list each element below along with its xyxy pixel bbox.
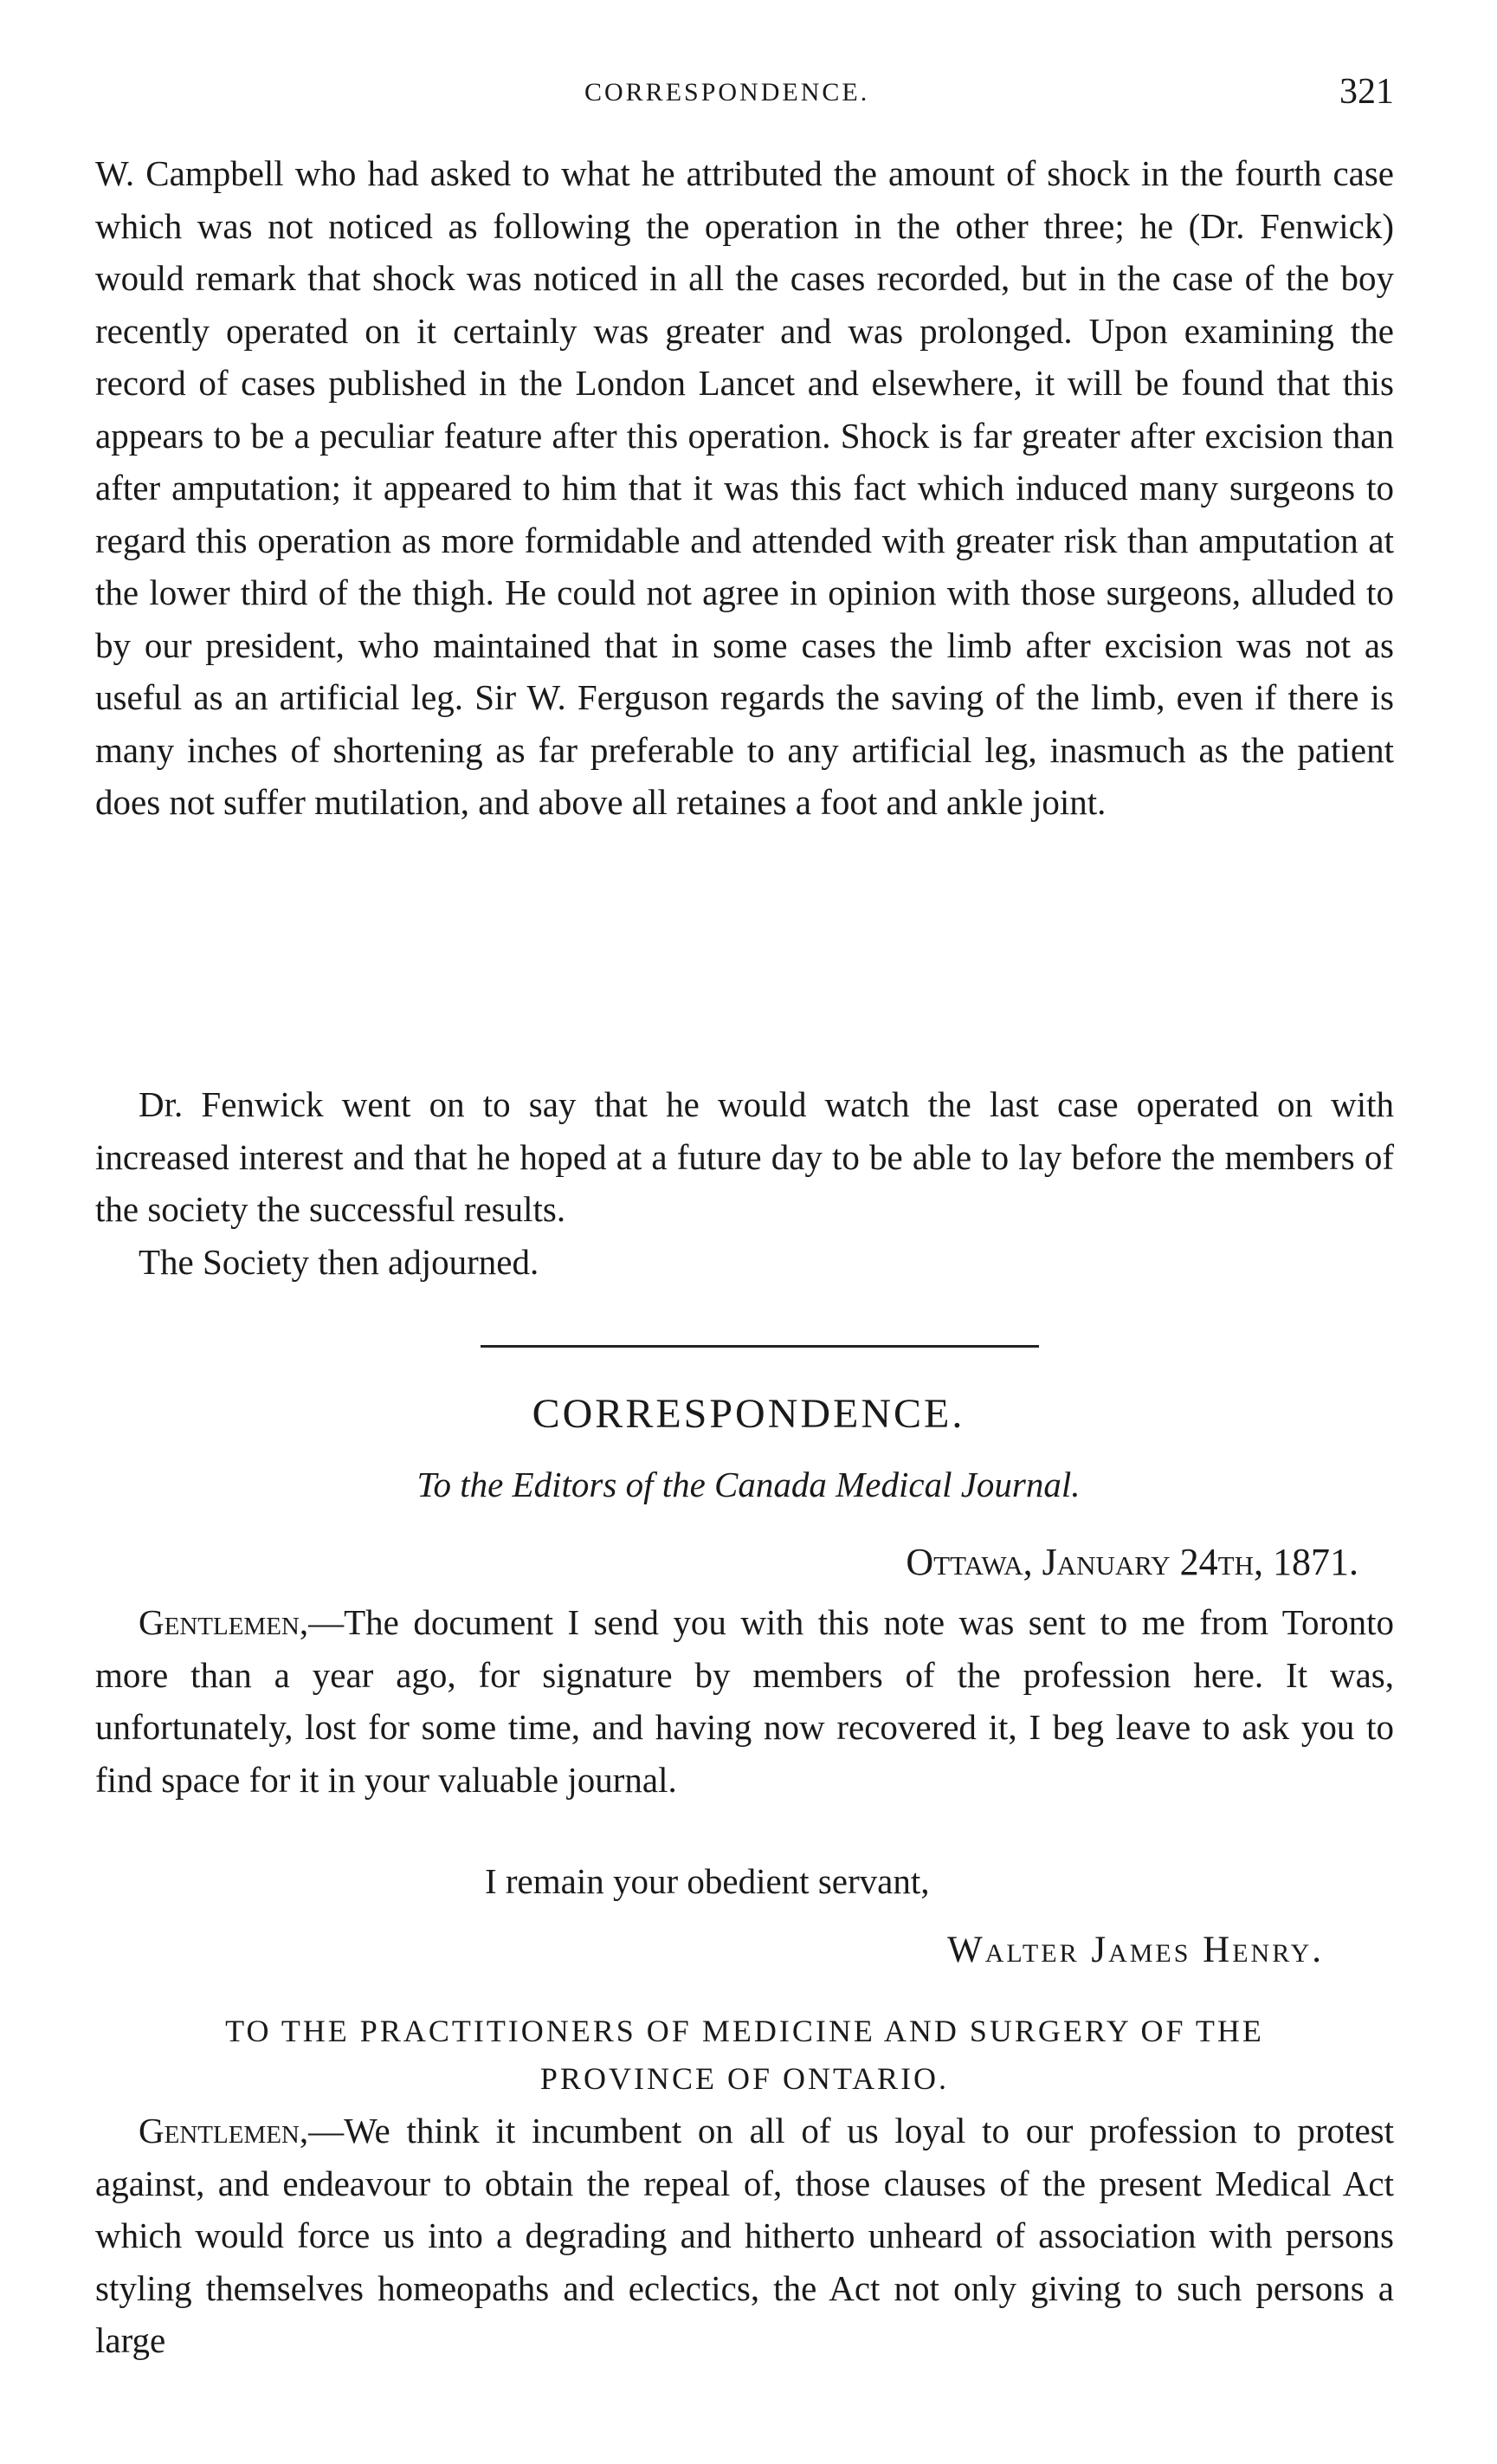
fenwick-paragraph: Dr. Fenwick went on to say that he would watch the last case operated on with increased interest and that he hoped at a future day to be able to lay before the members of the society the successful results. (95, 1084, 1394, 1229)
continued-report (95, 147, 1394, 829)
petition-body (95, 2105, 1394, 2367)
continued-report-end (95, 1078, 1394, 1288)
section-divider (481, 1345, 1039, 1348)
petition-address-line: TO THE PRACTITIONERS OF MEDICINE AND SURGERY OF THE (225, 2014, 1264, 2048)
letter-salutation: Gentlemen, (139, 1602, 309, 1642)
letter-addressee: To the Editors of the Canada Medical Journal. (416, 1465, 1081, 1504)
petition-address-line: PROVINCE OF ONTARIO. (539, 2061, 950, 2096)
letter-closing: I remain your obedient servant, (485, 1861, 930, 1901)
adjournment-line: The Society then adjourned. (139, 1241, 539, 1282)
petition-salutation: Gentlemen, (139, 2111, 309, 2150)
section-heading: CORRESPONDENCE. (532, 1391, 965, 1437)
petition-text: —We think it incumbent on all of us loyal to our profession to protest against, and endeavour to obtain the repeal of, those clauses of the present Medical Act which would force us into a degrading and hitherto unheard of association with persons styling themselves homeopaths and eclectics, the Act not only giving to such persons a large (95, 2111, 1394, 2360)
letter-text: —The document I send you with this note was sent to me from Toronto more than a year ago, for signature by members of the profession here. It was, unfortunately, lost for some time, and having now recovered it, I beg leave to ask you to find space for it in your valuable journal. (95, 1602, 1394, 1800)
letter-signature: Walter James Henry. (947, 1930, 1324, 1970)
continued-paragraph: W. Campbell who had asked to what he attributed the amount of shock in the fourth case which was not noticed as following the operation in the other three; he (Dr. Fenwick) would remark that shock was noticed in all the cases recorded, but in the case of the boy recently operated on it certainly was greater and was prolonged. Upon examining the record of cases published in the London Lancet and elsewhere, it will be found that this appears to be a peculiar feature after this operation. Shock is far greater after excision than after amputation; it appeared to him that it was this fact which induced many surgeons to regard this operation as more formidable and attended with greater risk than amputation at the lower third of the thigh. He could not agree in opinion with those surgeons, alluded to by our president, who maintained that in some cases the limb after excision was not as useful as an artificial leg. Sir W. Ferguson regards the saving of the limb, even if there is many inches of shortening as far preferable to any artificial leg, inasmuch as the patient does not suffer mutilation, and above all retaines a foot and ankle joint. (95, 153, 1394, 822)
running-head (95, 68, 1394, 120)
letter-body (95, 1596, 1394, 1806)
letter-dateline: Ottawa, January 24th, 1871. (906, 1541, 1358, 1583)
running-title: CORRESPONDENCE. (584, 78, 870, 107)
petition-address (95, 2008, 1394, 2103)
page-number: 321 (1339, 72, 1394, 112)
